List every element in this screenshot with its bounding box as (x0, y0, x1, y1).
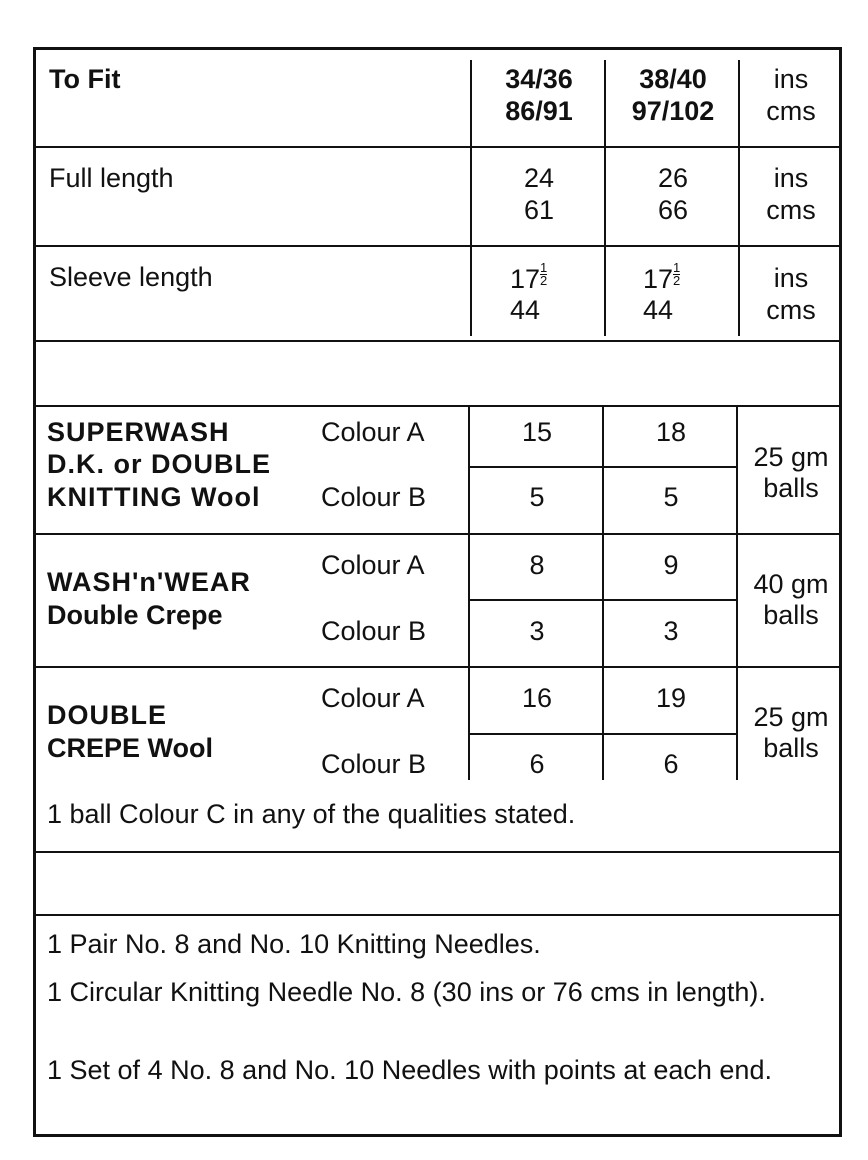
size1-cms: 86/91 (505, 96, 573, 126)
full-length-size1-cms: 61 (523, 195, 555, 225)
yarn1-b-size1: 5 (529, 482, 545, 512)
yarn1-b-size2: 5 (663, 482, 679, 512)
sleeve-length-label: Sleeve length (49, 262, 213, 292)
yarn1-name-line2: D.K. or DOUBLE (47, 449, 272, 479)
full-length-size1-ins: 24 (523, 163, 555, 193)
sleeve-length-unit-ins: ins (773, 263, 809, 293)
full-length-label: Full length (49, 163, 174, 193)
divider (470, 466, 738, 468)
column-rule (470, 60, 472, 336)
yarn3-b-size2: 6 (663, 749, 679, 779)
divider (36, 666, 842, 668)
header-unit-cms: cms (766, 96, 816, 126)
yarn2-name-line2: Double Crepe (47, 600, 223, 630)
column-rule (468, 407, 470, 780)
full-length-unit-cms: cms (766, 195, 816, 225)
yarn1-a-size1: 15 (521, 417, 553, 447)
divider (470, 733, 738, 735)
yarn1-name-line1: SUPERWASH (47, 417, 230, 447)
yarn2-a-size1: 8 (529, 550, 545, 580)
full-length-size2-cms: 66 (657, 195, 689, 225)
to-fit-label: To Fit (49, 64, 121, 94)
column-rule (738, 60, 740, 336)
yarn2-b-size2: 3 (663, 616, 679, 646)
yarn1-unit-balls: balls (763, 473, 819, 503)
sleeve-length-size1-ins: 17 $\frac{1}{2}$ (510, 260, 548, 294)
column-rule (604, 60, 606, 336)
yarn3-b-size1: 6 (529, 749, 545, 779)
full-length-unit-ins: ins (773, 163, 809, 193)
size2-cms: 97/102 (631, 96, 715, 126)
header-unit-ins: ins (773, 64, 809, 94)
colour-c-note: 1 ball Colour C in any of the qualities stated. (47, 799, 576, 829)
size2-ins: 38/40 (639, 64, 707, 94)
yarn3-unit-balls: balls (763, 733, 819, 763)
divider (36, 405, 842, 407)
divider (36, 533, 842, 535)
yarn1-colour-b-label: Colour B (321, 482, 427, 512)
yarn3-colour-a-label: Colour A (321, 683, 425, 713)
divider (36, 340, 842, 342)
yarn1-name-line3: KNITTING Wool (47, 482, 261, 512)
sleeve-length-size2-ins: 17 $\frac{1}{2}$ (643, 260, 681, 294)
divider (36, 914, 842, 916)
divider (36, 851, 842, 853)
yarn3-a-size2: 19 (655, 683, 687, 713)
divider (470, 599, 738, 601)
full-length-size2-ins: 26 (657, 163, 689, 193)
yarn2-b-size1: 3 (529, 616, 545, 646)
column-rule (736, 407, 738, 780)
half-fraction: $\frac{1}{2}$ (673, 260, 681, 288)
yarn2-colour-a-label: Colour A (321, 550, 425, 580)
yarn3-name-line1: DOUBLE (47, 700, 167, 730)
yarn3-colour-b-label: Colour B (321, 749, 427, 779)
needles-circular: 1 Circular Knitting Needle No. 8 (30 ins or 76 cms in length). (47, 977, 766, 1007)
yarn3-name-line2: CREPE Wool (47, 733, 214, 763)
sleeve-length-size2-cms: 44 (643, 295, 674, 325)
yarn1-colour-a-label: Colour A (321, 417, 425, 447)
sleeve-length-size1-cms: 44 (510, 295, 541, 325)
yarn1-a-size2: 18 (655, 417, 687, 447)
column-rule (602, 407, 604, 780)
yarn3-a-size1: 16 (521, 683, 553, 713)
half-fraction: $\frac{1}{2}$ (540, 260, 548, 288)
divider (36, 146, 842, 148)
yarn2-colour-b-label: Colour B (321, 616, 427, 646)
yarn2-name-line1: WASH'n'WEAR (47, 567, 251, 597)
yarn2-a-size2: 9 (663, 550, 679, 580)
yarn1-unit-weight: 25 gm (753, 442, 829, 472)
yarn2-unit-weight: 40 gm (753, 569, 829, 599)
sleeve-length-unit-cms: cms (766, 295, 816, 325)
yarn3-unit-weight: 25 gm (753, 702, 829, 732)
size1-ins: 34/36 (505, 64, 573, 94)
needles-pair: 1 Pair No. 8 and No. 10 Knitting Needles. (47, 929, 541, 959)
needles-set: 1 Set of 4 No. 8 and No. 10 Needles with points at each end. (47, 1055, 772, 1085)
yarn2-unit-balls: balls (763, 600, 819, 630)
divider (36, 245, 842, 247)
